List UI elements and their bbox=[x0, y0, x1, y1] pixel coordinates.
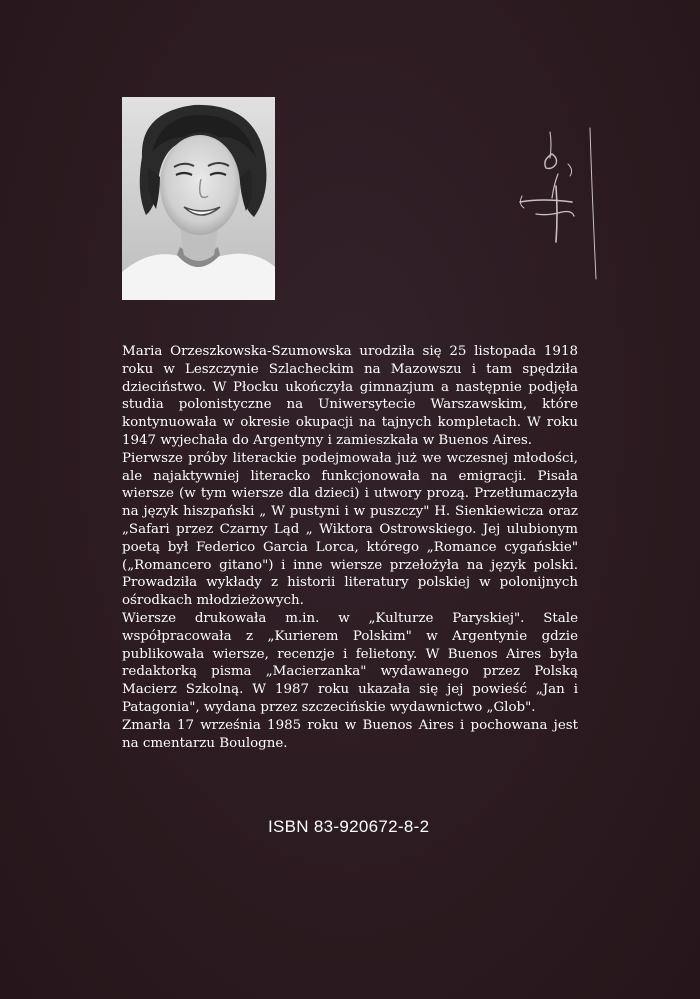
biography-paragraph: Pierwsze próby literackie podejmowała już we wczesnej młodości, ale najaktywniej literacko funkcjonowała na emigracji. Pisała wiersze (w tym wiersze dla dzieci) i utwory prozą. Przetłumaczyła na język hiszpański „ W pustyni i w puszczy" H. Sienkiewicza oraz „Safari przez Czarny Ląd „ Wiktora Ostrowskiego. Jej ulubionym poetą był Federico Garcia Lorca, którego „Romance cygańskie" („Romancero gitano") i inne wiersze przełożyła na język polski. Prowadziła wykłady z historii literatury polskiej w polonijnych ośrodkach młodzieżowych. bbox=[122, 450, 578, 609]
author-biography bbox=[122, 343, 578, 752]
author-portrait-photo bbox=[122, 97, 275, 300]
isbn-number: ISBN 83-920672-8-2 bbox=[268, 817, 430, 836]
handwritten-signature bbox=[512, 124, 602, 284]
biography-paragraph: Zmarła 17 września 1985 roku w Buenos Aires i pochowana jest na cmentarzu Boulogne. bbox=[122, 717, 578, 751]
biography-paragraph: Wiersze drukowała m.in. w „Kulturze Paryskiej". Stale współpracowała z „Kurierem Polskim" w Argentynie gdzie publikowała wiersze, recenzje i felietony. W Buenos Aires była redaktorką pisma „Macierzanka" wydawanego przez Polską Macierz Szkolną. W 1987 roku ukazała się jej powieść „Jan i Patagonia", wydana przez szczecińskie wydawnictwo „Glob". bbox=[122, 610, 578, 715]
biography-paragraph: Maria Orzeszkowska-Szumowska urodziła się 25 listopada 1918 roku w Leszczynie Szlacheckim na Mazowszu i tam spędziła dzieciństwo. W Płocku ukończyła gimnazjum a następnie podjęła studia polonistyczne na Uniwersytecie Warszawskim, które kontynuowała w okresie okupacji na tajnych kompletach. W roku 1947 wyjechała do Argentyny i zamieszkała w Buenos Aires. bbox=[122, 344, 578, 448]
